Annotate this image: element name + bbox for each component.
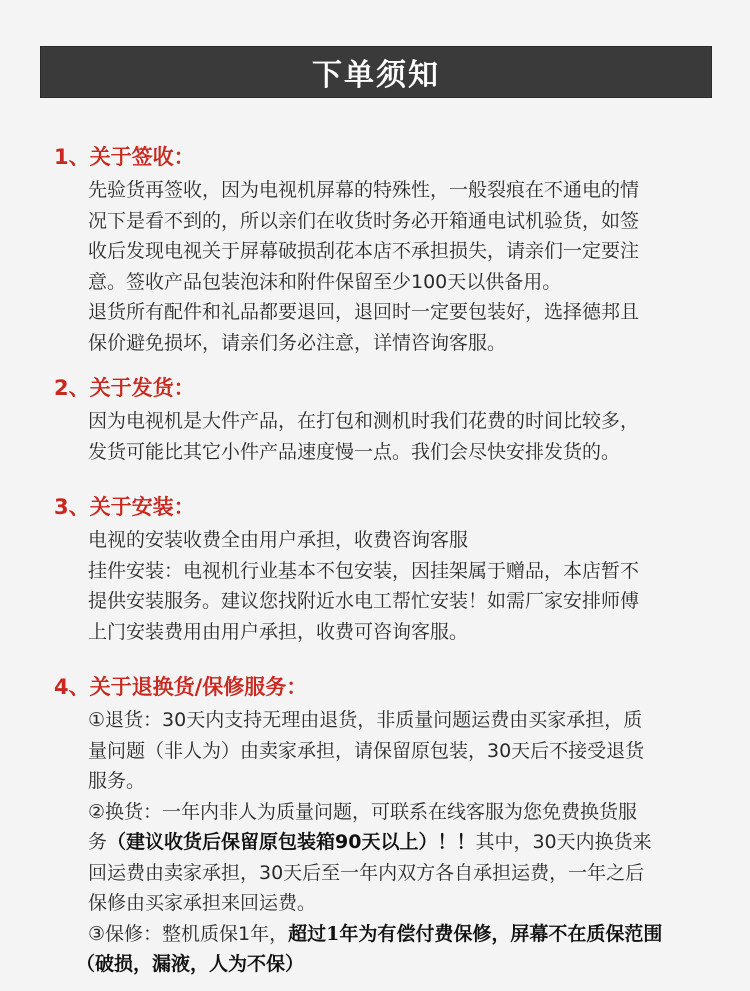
- text-line-bold: [54, 949, 734, 980]
- text-line: 量问题（非人为）由卖家承担，请保留原包装，30天后不接受退货: [88, 739, 645, 762]
- text-line: 电视的安装收费全由用户承担，收费咨询客服: [88, 529, 469, 551]
- section-signing: [54, 143, 734, 358]
- text-line: ①退货：30天内支持无理由退货，非质量问题运费由买家承担，质: [88, 709, 643, 731]
- text-line: 回运费由卖家承担，30天后至一年内双方各自承担运费，一年之后: [88, 861, 645, 884]
- section-heading: 4、关于退换货/保修服务：: [54, 675, 308, 699]
- section-returns-warranty: [54, 673, 734, 980]
- text-line: 退货所有配件和礼品都要退回，退回时一定要包装好，选择德邦且: [88, 301, 640, 323]
- section-heading: 2、关于发货：: [54, 376, 195, 400]
- section-shipping: [54, 374, 734, 467]
- section-heading: 3、关于安装：: [54, 495, 195, 519]
- text-line: [88, 919, 734, 950]
- text-line: 发货可能比其它小件产品速度慢一点。我们会尽快安排发货的。: [88, 440, 621, 463]
- section-body: [54, 525, 734, 647]
- text-fragment: 务: [88, 831, 108, 853]
- text-line: 收后发现电视关于屏幕破损刮花本店不承担损失，请亲们一定要注: [88, 240, 640, 262]
- section-heading: 1、关于签收：: [54, 145, 195, 169]
- text-line: [88, 827, 734, 858]
- section-body: [54, 705, 734, 949]
- text-line: 服务。: [88, 770, 146, 792]
- bold-note: （破损，漏液，人为不保）: [76, 953, 305, 975]
- section-body: [54, 175, 734, 358]
- section-body: [54, 406, 734, 467]
- section-installation: [54, 493, 734, 647]
- text-line: 保价避免损坏，请亲们务必注意，详情咨询客服。: [88, 331, 507, 354]
- text-line: 因为电视机是大件产品，在打包和测机时我们花费的时间比较多，: [88, 410, 640, 432]
- text-fragment: 其中，30天内换货来: [475, 831, 652, 853]
- text-line: 提供安装服务。建议您找附近水电工帮忙安装！如需厂家安排师傅: [88, 590, 640, 612]
- text-line: 上门安装费用由用户承担，收费可咨询客服。: [88, 620, 469, 643]
- text-line: 意。签收产品包装泡沫和附件保留至少100天以供备用。: [88, 270, 562, 293]
- text-line: ②换货：一年内非人为质量问题，可联系在线客服为您免费换货服: [88, 800, 638, 823]
- text-fragment: ③保修：整机质保1年，: [88, 922, 289, 945]
- text-line: 保修由买家承担来回运费。: [88, 892, 317, 914]
- page-title: 下单须知: [312, 58, 440, 93]
- text-line: 先验货再签收，因为电视机屏幕的特殊性，一般裂痕在不通电的情: [88, 179, 640, 201]
- text-line: 况下是看不到的，所以亲们在收货时务必开箱通电试机验货，如签: [88, 209, 640, 232]
- title-banner: [40, 46, 712, 98]
- text-line: 挂件安装：电视机行业基本不包安装，因挂架属于赠品，本店暂不: [88, 559, 640, 582]
- bold-note: （建议收货后保留原包装箱90天以上）！！: [107, 831, 476, 853]
- bold-note: 超过1年为有偿付费保修，屏幕不在质保范围: [288, 922, 663, 945]
